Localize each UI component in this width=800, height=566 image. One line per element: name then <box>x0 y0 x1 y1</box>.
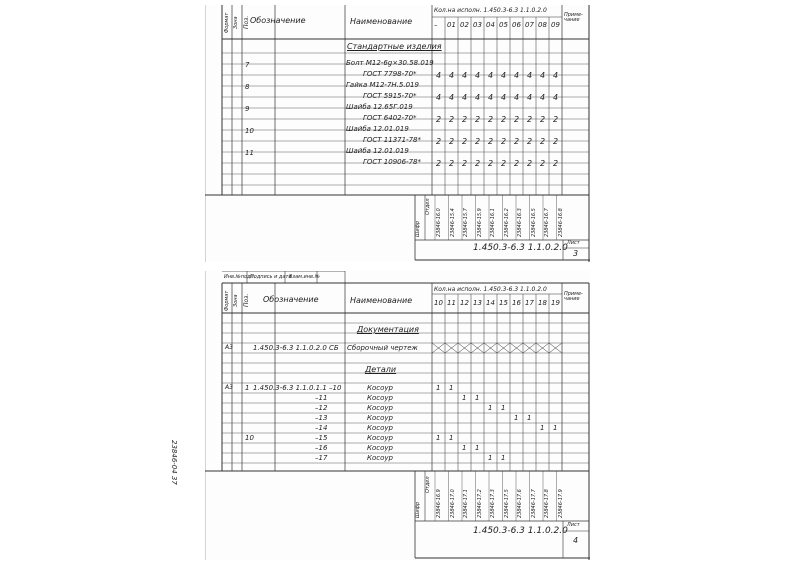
qty-value: 4 <box>436 93 442 102</box>
qty-value: 1 <box>449 434 454 442</box>
qty-value: 2 <box>514 137 520 146</box>
qty-value: 2 <box>436 159 442 168</box>
row-format: А3 <box>225 384 233 391</box>
qty-value: 2 <box>436 137 442 146</box>
stamp-label-cipher: Шифр <box>415 501 421 518</box>
qty-value: 1 <box>449 384 454 392</box>
strip-signature-date: Подпись и дата <box>250 274 292 280</box>
variant-col-0: – <box>434 21 438 29</box>
qty-value: 2 <box>553 159 559 168</box>
row-name: Косоур <box>367 394 393 402</box>
stamp-label-department: Отдел <box>425 476 431 493</box>
row-position: 10 <box>245 127 254 135</box>
qty-value: 2 <box>475 159 481 168</box>
qty-value: 4 <box>501 71 507 80</box>
qty-value: 1 <box>488 454 493 462</box>
qty-value: 1 <box>462 444 467 452</box>
strip-inventory-no: Инв.№подл. <box>224 274 256 280</box>
row-position: 1 <box>245 384 250 392</box>
docs-format: А3 <box>225 344 233 351</box>
row-position: 10 <box>245 434 254 442</box>
row-name: Косоур <box>367 384 393 392</box>
stamp-code: 23846-16.7 <box>544 208 550 237</box>
qty-value: 2 <box>540 137 546 146</box>
variant-col-5: 15 <box>499 299 508 307</box>
qty-value: 4 <box>436 71 442 80</box>
stamp-code: 23846-16.1 <box>490 208 496 237</box>
row-name: Косоур <box>367 414 393 422</box>
header-name: Наименование <box>350 17 413 26</box>
row-name: ГОСТ 6402-70* <box>363 114 417 122</box>
header-zone: Зона <box>233 16 239 29</box>
qty-value: 4 <box>449 93 455 102</box>
variant-col-7: 07 <box>525 21 534 29</box>
variant-col-3: 13 <box>473 299 482 307</box>
docs-name: Сборочный чертеж <box>347 344 418 352</box>
row-name: Косоур <box>367 434 393 442</box>
row-name: Косоур <box>367 404 393 412</box>
stamp-code: 23846-16.8 <box>557 208 564 237</box>
spec-sheet-4 <box>205 271 590 560</box>
header-designation: Обозначение <box>263 295 319 304</box>
row-name: Гайка М12-7Н.5.019 <box>346 81 419 89</box>
variant-col-6: 16 <box>512 299 521 307</box>
variant-col-8: 18 <box>538 299 547 307</box>
qty-value: 1 <box>475 444 480 452</box>
qty-value: 4 <box>475 71 481 80</box>
row-position: 7 <box>245 61 250 69</box>
qty-value: 2 <box>488 115 494 124</box>
row-designation: 1.450.3-6.3 1.1.0.1.1 –10 <box>253 384 342 392</box>
section-documentation: Документация <box>357 325 419 334</box>
row-designation: –11 <box>315 394 328 402</box>
stamp-label-cipher: Шифр <box>415 220 421 237</box>
row-designation: –15 <box>315 434 328 442</box>
qty-value: 4 <box>475 93 481 102</box>
row-name: Шайба 12.01.019 <box>346 125 409 133</box>
qty-value: 2 <box>540 115 546 124</box>
qty-value: 2 <box>488 159 494 168</box>
stamp-code: 23846-15.4 <box>449 208 456 237</box>
stamp-code: 23846-16.5 <box>530 208 537 237</box>
header-note: Приме-чание <box>564 291 583 302</box>
qty-value: 2 <box>501 159 507 168</box>
header-pos: Поз. <box>243 15 250 29</box>
header-qty: Кол.на исполн. 1.450.3-6.3 1.1.0.2.0 <box>434 7 547 14</box>
header-designation: Обозначение <box>250 16 306 25</box>
stamp-code: 23846-17.6 <box>517 489 523 518</box>
side-archive-code: 23846-04 37 <box>170 440 178 485</box>
row-position: 8 <box>245 83 250 91</box>
qty-value: 1 <box>436 384 441 392</box>
qty-value: 2 <box>475 137 481 146</box>
variant-col-9: 19 <box>551 299 560 307</box>
spec-sheet-3 <box>205 5 590 262</box>
stamp-code: 23846-17.0 <box>449 489 456 518</box>
variant-col-4: 14 <box>486 299 495 307</box>
stamp-code: 23846-17.3 <box>490 489 496 518</box>
stamp-code: 23846-17.5 <box>503 489 510 518</box>
row-name: Косоур <box>367 424 393 432</box>
variant-col-5: 05 <box>499 21 508 29</box>
variant-col-8: 08 <box>538 21 547 29</box>
row-designation: –12 <box>315 404 328 412</box>
row-designation: –13 <box>315 414 328 422</box>
docs-designation: 1.450.3-6.3 1.1.0.2.0 СБ <box>253 344 339 352</box>
header-format: Формат <box>224 12 230 33</box>
stamp-code: 23846-16.9 <box>436 489 442 518</box>
qty-value: 4 <box>527 93 533 102</box>
qty-value: 4 <box>488 71 494 80</box>
row-designation: –16 <box>315 444 328 452</box>
variant-col-0: 10 <box>434 299 443 307</box>
qty-value: 1 <box>436 434 441 442</box>
row-name: Косоур <box>367 444 393 452</box>
sheet-label: Лист <box>567 522 580 528</box>
qty-value: 2 <box>488 137 494 146</box>
qty-value: 4 <box>553 93 559 102</box>
qty-value: 2 <box>449 159 455 168</box>
stamp-code: 23846-17.9 <box>557 489 564 518</box>
row-name: Шайба 12.65Г.019 <box>346 103 413 111</box>
header-format: Формат <box>224 290 230 311</box>
sheet-label: Лист <box>567 240 580 246</box>
row-name: ГОСТ 7798-70* <box>363 70 417 78</box>
variant-col-7: 17 <box>525 299 534 307</box>
variant-col-2: 12 <box>460 299 469 307</box>
header-pos: Поз. <box>243 293 250 307</box>
qty-value: 4 <box>553 71 559 80</box>
variant-col-3: 03 <box>473 21 482 29</box>
qty-value: 2 <box>462 115 468 124</box>
doc-number: 1.450.3-6.3 1.1.0.2.0 <box>473 243 568 253</box>
header-note: Приме-чание <box>564 12 583 23</box>
qty-value: 2 <box>514 115 520 124</box>
row-name: ГОСТ 5915-70* <box>363 92 417 100</box>
qty-value: 1 <box>501 454 506 462</box>
qty-value: 1 <box>540 424 545 432</box>
stamp-code: 23846-16.3 <box>517 208 523 237</box>
qty-value: 4 <box>449 71 455 80</box>
qty-value: 2 <box>527 159 533 168</box>
qty-value: 2 <box>449 115 455 124</box>
stamp-label-department: Отдел <box>425 198 431 215</box>
stamp-code: 23846-17.8 <box>544 489 550 518</box>
qty-value: 2 <box>462 159 468 168</box>
stamp-code: 23846-17.7 <box>530 489 537 518</box>
qty-value: 4 <box>527 71 533 80</box>
qty-value: 1 <box>462 394 467 402</box>
qty-value: 1 <box>514 414 519 422</box>
row-name: Болт М12-6g×30.58.019 <box>346 59 434 67</box>
qty-value: 2 <box>514 159 520 168</box>
header-zone: Зона <box>233 294 239 307</box>
qty-value: 4 <box>514 71 520 80</box>
stamp-code: 23846-15.9 <box>476 208 483 237</box>
row-position: 9 <box>245 105 250 113</box>
qty-value: 2 <box>475 115 481 124</box>
row-name: ГОСТ 11371-78* <box>363 136 421 144</box>
qty-value: 4 <box>462 71 468 80</box>
qty-value: 4 <box>462 93 468 102</box>
strip-replaced-inv: Взам.инв.№ <box>289 274 320 280</box>
doc-number: 1.450.3-6.3 1.1.0.2.0 <box>473 526 568 536</box>
section-standard-items: Стандартные изделия <box>347 42 442 51</box>
stamp-code: 23846-17.1 <box>463 489 469 518</box>
qty-value: 1 <box>527 414 532 422</box>
sheet-number: 3 <box>573 249 579 258</box>
variant-col-2: 02 <box>460 21 469 29</box>
qty-value: 2 <box>462 137 468 146</box>
stamp-code: 23846-15.7 <box>463 208 469 237</box>
stamp-code: 23846-17.2 <box>476 489 483 518</box>
qty-value: 4 <box>488 93 494 102</box>
variant-col-1: 11 <box>447 299 456 307</box>
qty-value: 1 <box>475 394 480 402</box>
qty-value: 4 <box>501 93 507 102</box>
qty-value: 1 <box>488 404 493 412</box>
qty-value: 2 <box>553 137 559 146</box>
variant-col-6: 06 <box>512 21 521 29</box>
stamp-code: 23846-16.2 <box>503 208 510 237</box>
qty-value: 2 <box>527 137 533 146</box>
variant-col-9: 09 <box>551 21 560 29</box>
row-designation: –17 <box>315 454 328 462</box>
qty-value: 4 <box>540 71 546 80</box>
row-name: Шайба 12.01.019 <box>346 147 409 155</box>
qty-value: 2 <box>540 159 546 168</box>
variant-col-1: 01 <box>447 21 456 29</box>
qty-value: 2 <box>501 137 507 146</box>
variant-col-4: 04 <box>486 21 495 29</box>
header-name: Наименование <box>350 296 413 305</box>
qty-value: 2 <box>436 115 442 124</box>
row-name: ГОСТ 10906-78* <box>363 158 421 166</box>
qty-value: 4 <box>540 93 546 102</box>
qty-value: 2 <box>501 115 507 124</box>
qty-value: 1 <box>501 404 506 412</box>
row-designation: –14 <box>315 424 328 432</box>
qty-value: 4 <box>514 93 520 102</box>
header-qty: Кол.на исполн. 1.450.3-6.3 1.1.0.2.0 <box>434 286 547 293</box>
qty-value: 1 <box>553 424 558 432</box>
section-parts: Детали <box>365 365 397 374</box>
qty-value: 2 <box>449 137 455 146</box>
qty-value: 2 <box>553 115 559 124</box>
sheet-number: 4 <box>573 536 579 545</box>
qty-value: 2 <box>527 115 533 124</box>
row-position: 11 <box>245 149 254 157</box>
stamp-code: 23846-16.0 <box>436 208 442 237</box>
row-name: Косоур <box>367 454 393 462</box>
